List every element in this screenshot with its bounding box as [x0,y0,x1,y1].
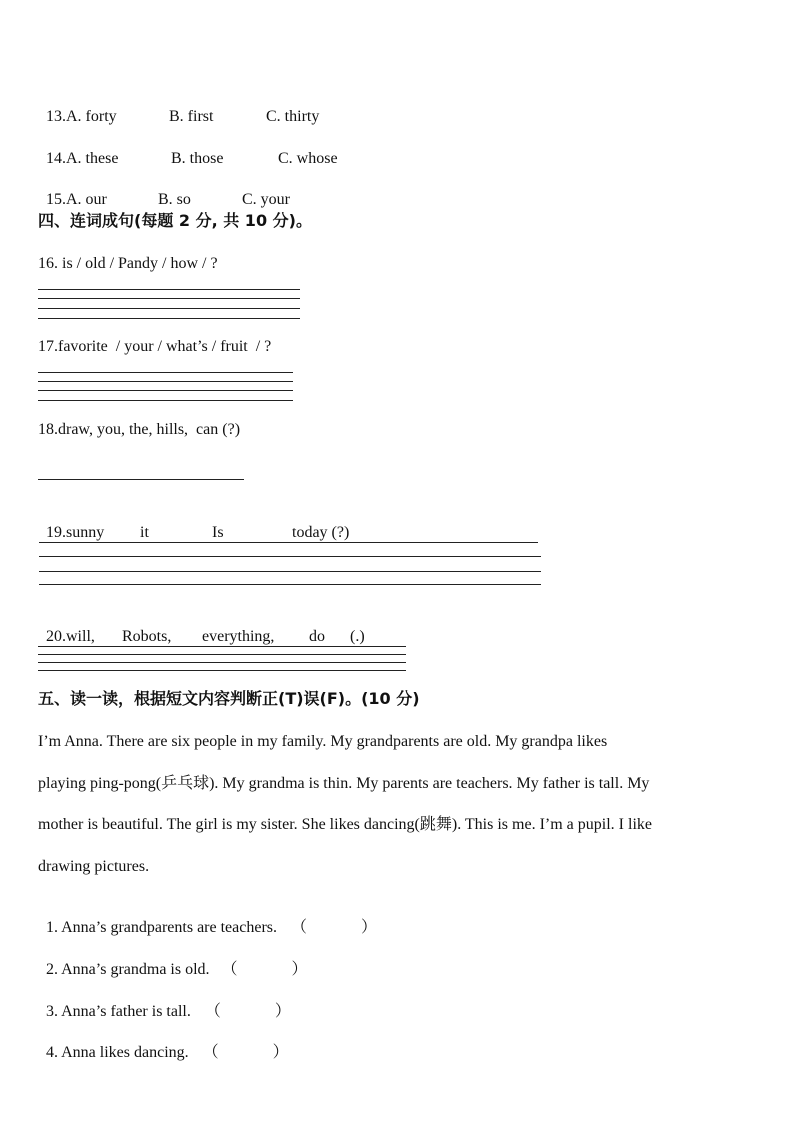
word: (.) [350,628,365,645]
word: do [309,628,325,645]
passage-line: playing ping-pong(乒乓球). My grandma is thin. My parents are teachers. My father is tall. My [38,775,650,792]
option-a[interactable]: A. our [66,191,107,208]
option-c[interactable]: C. your [242,191,290,208]
passage-line: mother is beautiful. The girl is my sister. She likes dancing(跳舞). This is me. I’m a pupil. I like [38,816,652,833]
answer-line [38,308,300,309]
answer-line [39,556,541,557]
answer-line [38,298,300,299]
answer-bracket-close: ） [291,961,308,978]
word: sunny [66,524,105,541]
option-a[interactable]: A. these [66,150,119,167]
section-5-heading: 五、读一读，根据短文内容判断正(T)误(F)。(10 分) [38,689,420,708]
word: Is [212,524,224,541]
answer-line [38,390,293,391]
option-b[interactable]: B. those [171,150,224,167]
answer-bracket-open[interactable]: （ [204,1003,221,1020]
option-c[interactable]: C. thirty [266,108,320,125]
answer-line [38,381,293,382]
answer-bracket-close: ） [272,1044,289,1061]
question-number: 14. [46,150,66,167]
section-4-heading: 四、连词成句(每题 2 分, 共 10 分)。 [38,211,312,230]
answer-line [38,289,300,290]
question-17: 17.favorite / your / what’s / fruit / ? [38,338,272,355]
answer-bracket-close: ） [361,919,378,936]
answer-line [38,654,406,655]
passage-line: drawing pictures. [38,858,150,875]
statement-1 [38,898,377,938]
word: everything, [202,628,275,645]
question-number: 20. [46,628,66,645]
answer-line [38,662,406,663]
answer-line [39,542,538,543]
answer-line [39,584,541,585]
question-20 [38,607,365,647]
word: Robots, [122,628,172,645]
statement-text: 1. Anna’s grandparents are teachers. [46,919,278,936]
answer-line [38,400,293,401]
option-c[interactable]: C. whose [278,150,338,167]
answer-bracket-open[interactable]: （ [202,1044,219,1061]
answer-line [38,670,406,671]
option-b[interactable]: B. first [169,108,214,125]
statement-text: 4. Anna likes dancing. [46,1044,189,1061]
option-a[interactable]: A. forty [66,108,117,125]
answer-line [38,372,293,373]
answer-line [38,646,406,647]
question-number: 19. [46,524,66,541]
passage-line: I’m Anna. There are six people in my family. My grandparents are old. My grandpa likes [38,733,608,750]
question-18: 18.draw, you, the, hills, can (?) [38,421,241,438]
answer-bracket-open[interactable]: （ [291,919,308,936]
question-13 [38,87,319,127]
statement-text: 3. Anna’s father is tall. [46,1003,191,1020]
option-b[interactable]: B. so [158,191,191,208]
question-number: 13. [46,108,66,125]
statement-3 [38,982,291,1022]
question-16: 16. is / old / Pandy / how / ? [38,255,218,272]
question-19 [38,503,349,543]
question-14 [38,129,338,169]
answer-bracket-open[interactable]: （ [221,961,238,978]
statement-text: 2. Anna’s grandma is old. [46,961,210,978]
word: will, [66,628,95,645]
question-number: 15. [46,191,66,208]
answer-line [38,479,244,480]
word: today (?) [292,524,350,541]
word: it [140,524,149,541]
answer-line [39,571,541,572]
question-15 [38,170,290,210]
statement-2 [38,940,308,980]
answer-line [38,318,300,319]
statement-4 [38,1023,289,1063]
answer-bracket-close: ） [274,1003,291,1020]
